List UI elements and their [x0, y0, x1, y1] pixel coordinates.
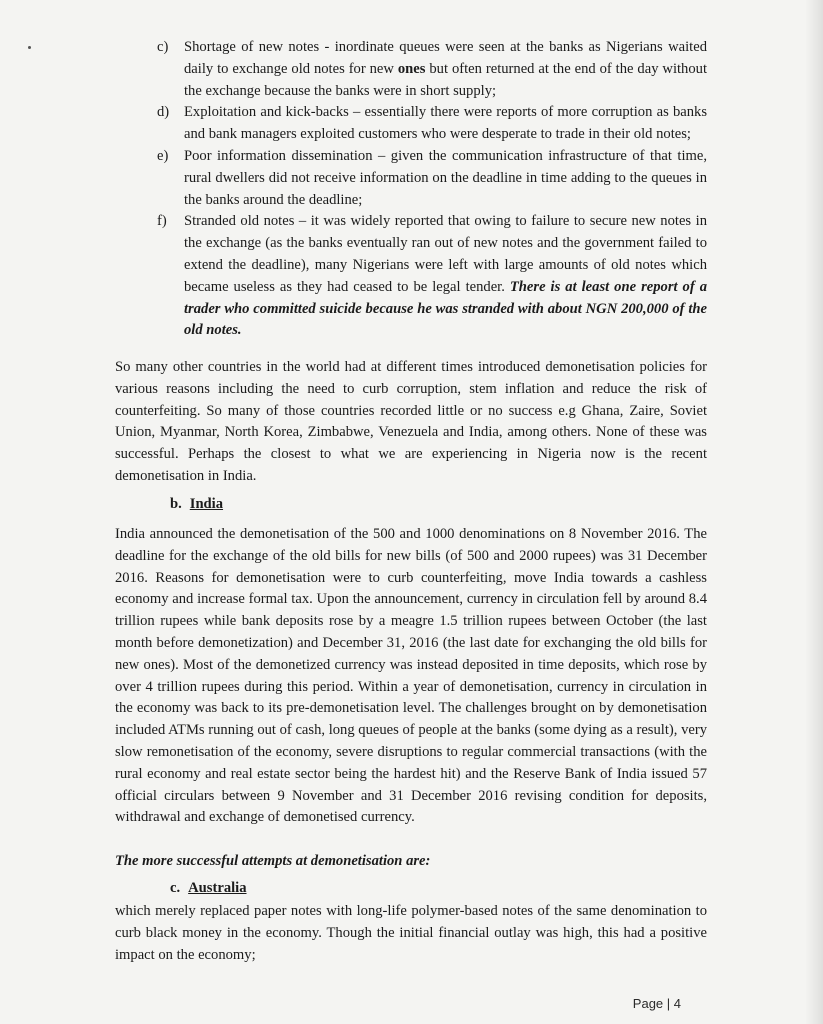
list-item — [157, 146, 707, 211]
list-item — [157, 102, 707, 146]
list-item-text-after: but often returned at the end of the day without the exchange because the banks were in short supply; — [184, 60, 708, 99]
list-item-text: Stranded old notes – it was widely reported that owing to failure to secure new notes in the exchange (as the banks eventually ran out of new notes and the government failed to extend the deadline), many Nigerians were left with large amounts of old notes which became useless as they had ceased to be legal tender. — [184, 213, 707, 295]
australia-paragraph: which merely replaced paper notes with long-life polymer-based notes of the same denomination to curb black money in the economy. Though the initial financial outlay was high, this had a positive impact on the economy; — [115, 903, 707, 963]
list-marker: e) — [157, 147, 169, 164]
consequences-list — [157, 37, 707, 342]
section-letter: c. — [170, 880, 181, 896]
list-marker: c) — [157, 39, 169, 55]
section-title: India — [189, 496, 224, 512]
list-marker: f) — [157, 213, 167, 230]
list-item-text: Poor information dissemination – given the communication infrastructure of that time, rural dwellers did not receive information on the deadline in time adding to the queues in the banks around the deadline; — [184, 147, 707, 208]
list-item-text: Exploitation and kick-backs – essentially there were reports of more corruption as banks and bank managers exploited customers who were desperate to trade in their old notes; — [184, 104, 707, 143]
list-item-emphasis: ones — [397, 60, 426, 77]
list-item-emphasis-italic: There is at least one report of a trader who committed suicide because he was stranded with about NGN 200,000 of the old notes. — [184, 278, 707, 339]
india-paragraph: India announced the demonetisation of the 500 and 1000 denominations on 8 November 2016. The deadline for the exchange of the old bills for new bills (of 500 and 2000 rupees) was 31 December 2016. Reasons for demonetisation were to curb counterfeiting, move India towards a cashless economy and increase formal tax. Upon the announcement, currency in circulation fell by around 8.4 trillion rupees while bank deposits rose by a meagre 1.5 trillion rupees between October (the last month before demonetization) and December 31, 2016 (the last date for exchanging the old bills for new ones). Most of the demonetized currency was instead deposited in time deposits, which rose by over 4 trillion rupees during this period. Within a year of demonetisation, currency in circulation in the economy was back to its pre-demonetisation level. The challenges brought on by demonetisation included ATMs running out of cash, long queues of people at the banks (some dying as a result), very slow remonetisation of the economy, severe disruptions to regular commercial transactions (with the rural economy and real estate sector being the hardest hit) and the Reserve Bank of India issued 57 official circulars between 9 November and 31 December 2016 revising condition for deposits, withdrawal and exchange of demonetised currency. — [115, 526, 707, 826]
section-title: Australia — [188, 880, 247, 896]
section-heading-india — [170, 494, 223, 514]
successful-attempts-lead-in: The more successful attempts at demonetisation are: — [115, 853, 431, 869]
other-countries-paragraph: So many other countries in the world had at different times introduced demonetisation policies for various reasons including the need to curb corruption, stem inflation and reduce the risk of counterfeiting. So many of those countries recorded little or no success e.g Ghana, Zaire, Soviet Union, Myanmar, North Korea, Zimbabwe, Venezuela and India, among others. None of these was successful. Perhaps the closest to what we are experiencing in Nigeria now is the recent demonetisation in India. — [115, 359, 707, 484]
scan-speck — [28, 46, 31, 49]
list-item-text: Shortage of new notes - inordinate queues were seen at the banks as Nigerians waited daily to exchange old notes for new — [184, 39, 707, 77]
list-marker: d) — [157, 104, 170, 121]
list-item — [157, 37, 707, 102]
section-letter: b. — [170, 496, 182, 512]
section-heading-australia — [170, 878, 247, 898]
list-item — [157, 211, 707, 342]
page-number: Page | 4 — [632, 996, 681, 1011]
page-edge-shadow — [805, 0, 823, 1024]
